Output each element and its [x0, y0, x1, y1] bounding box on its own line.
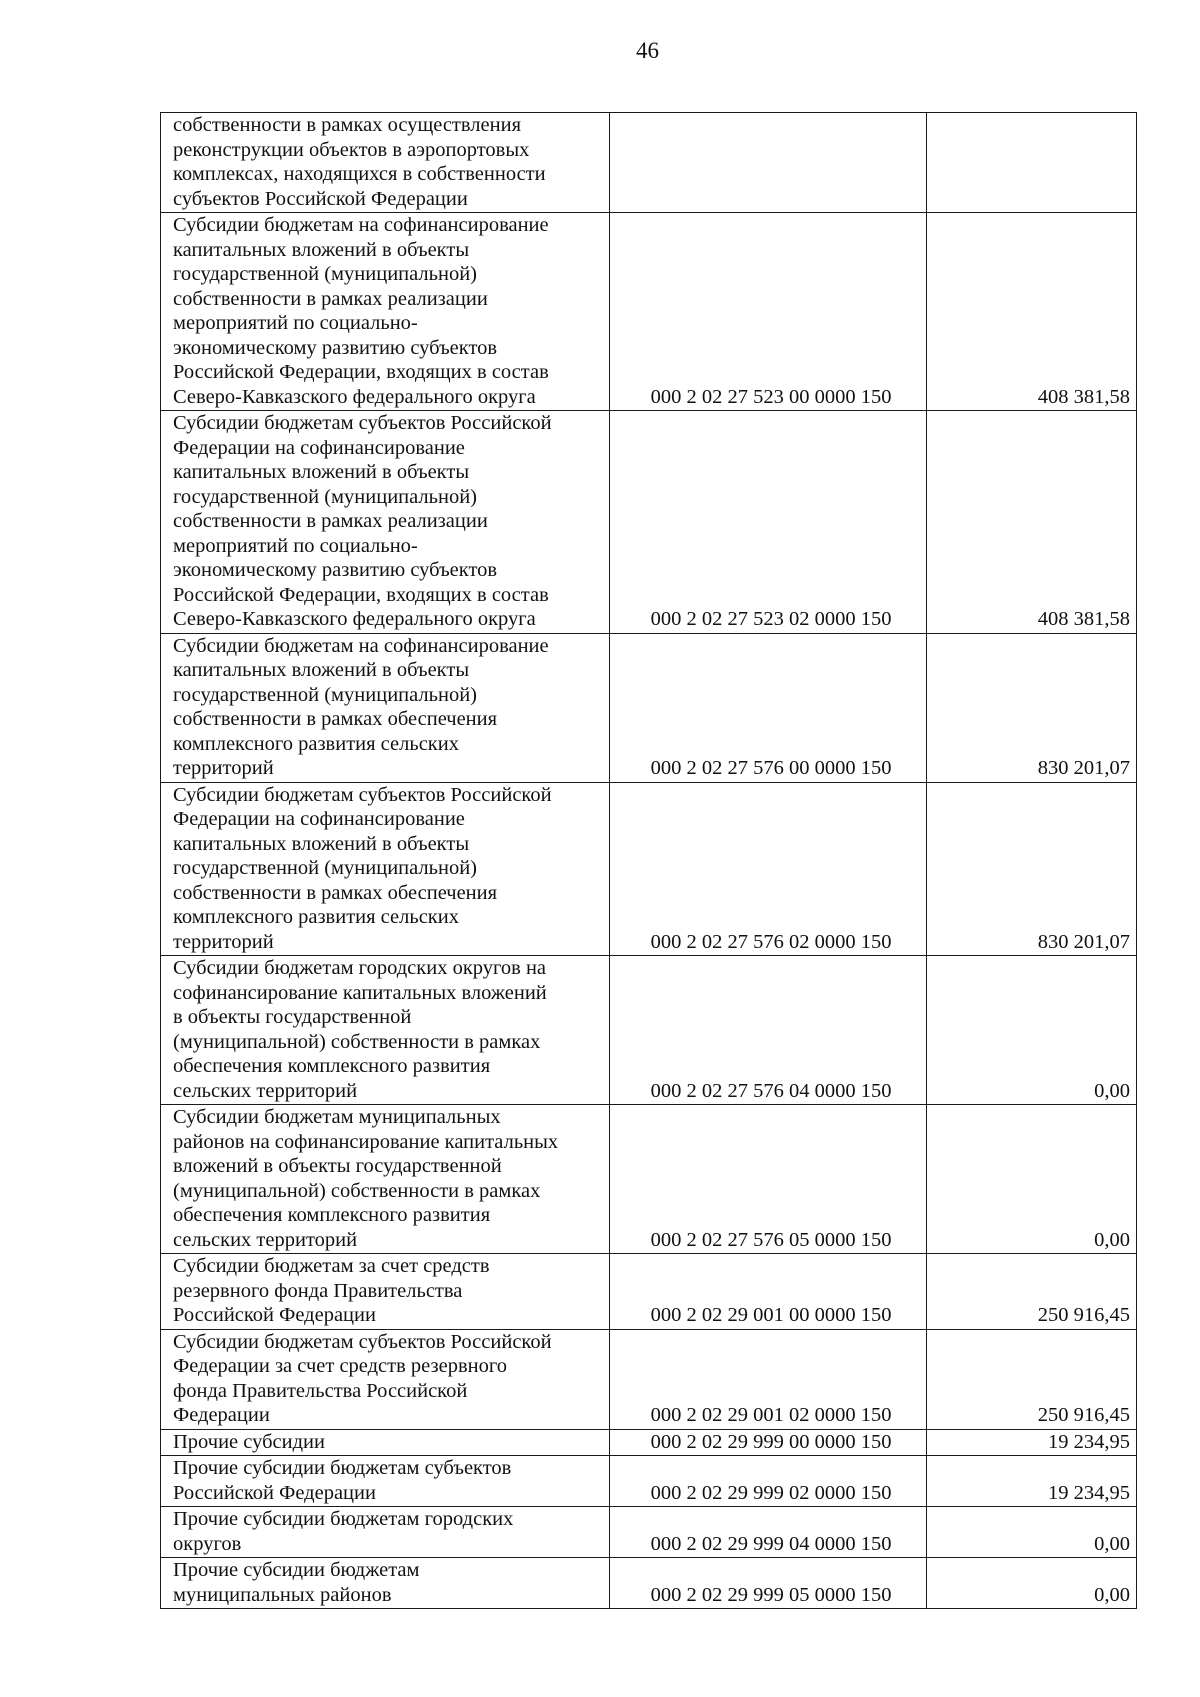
- row-amount: 830 201,07: [927, 633, 1137, 782]
- row-code: 000 2 02 29 999 00 0000 150: [610, 1429, 927, 1456]
- row-code: [610, 113, 927, 213]
- row-amount: 250 916,45: [927, 1254, 1137, 1330]
- row-amount: 408 381,58: [927, 213, 1137, 411]
- row-amount: 408 381,58: [927, 411, 1137, 634]
- table-row: [161, 1558, 1137, 1609]
- table-row: [161, 1105, 1137, 1254]
- table-row: [161, 782, 1137, 956]
- row-name: Субсидии бюджетам субъектов Российской Федерации на софинансирование капитальных вложений в объекты государственной (муниципальной) собственности в рамках реализации мероприятий по социально- экономическому развитию субъектов Российской Федерации, входящих в состав Северо-Кавказского федерального округа: [161, 411, 610, 634]
- row-name: собственности в рамках осуществления реконструкции объектов в аэропортовых комплексах, находящихся в собственности субъектов Российской Федерации: [161, 113, 610, 213]
- row-code: 000 2 02 29 999 05 0000 150: [610, 1558, 927, 1609]
- row-code: 000 2 02 27 523 00 0000 150: [610, 213, 927, 411]
- row-code: 000 2 02 27 576 02 0000 150: [610, 782, 927, 956]
- row-name: Субсидии бюджетам муниципальных районов на софинансирование капитальных вложений в объекты государственной (муниципальной) собственности в рамках обеспечения комплексного развития сельских территорий: [161, 1105, 610, 1254]
- row-code: 000 2 02 27 576 00 0000 150: [610, 633, 927, 782]
- row-amount: 0,00: [927, 1558, 1137, 1609]
- row-amount: 0,00: [927, 1105, 1137, 1254]
- row-amount: 0,00: [927, 1507, 1137, 1558]
- row-amount: 250 916,45: [927, 1329, 1137, 1429]
- row-code: 000 2 02 27 576 04 0000 150: [610, 956, 927, 1105]
- row-name: Прочие субсидии бюджетам муниципальных районов: [161, 1558, 610, 1609]
- row-amount: 0,00: [927, 956, 1137, 1105]
- row-code: 000 2 02 27 523 02 0000 150: [610, 411, 927, 634]
- row-name: Субсидии бюджетам субъектов Российской Федерации на софинансирование капитальных вложений в объекты государственной (муниципальной) собственности в рамках обеспечения комплексного развития сельских территорий: [161, 782, 610, 956]
- row-name: Субсидии бюджетам на софинансирование капитальных вложений в объекты государственной (муниципальной) собственности в рамках обеспечения комплексного развития сельских территорий: [161, 633, 610, 782]
- budget-table-body: [161, 113, 1137, 1609]
- row-amount: 19 234,95: [927, 1429, 1137, 1456]
- row-code: 000 2 02 29 999 04 0000 150: [610, 1507, 927, 1558]
- row-name: Прочие субсидии: [161, 1429, 610, 1456]
- row-name: Субсидии бюджетам городских округов на софинансирование капитальных вложений в объекты государственной (муниципальной) собственности в рамках обеспечения комплексного развития сельских территорий: [161, 956, 610, 1105]
- budget-table: [160, 112, 1137, 1609]
- row-name: Прочие субсидии бюджетам субъектов Российской Федерации: [161, 1456, 610, 1507]
- row-name: Прочие субсидии бюджетам городских округов: [161, 1507, 610, 1558]
- table-row: [161, 1507, 1137, 1558]
- row-code: 000 2 02 29 001 02 0000 150: [610, 1329, 927, 1429]
- table-row: [161, 1429, 1137, 1456]
- row-amount: 19 234,95: [927, 1456, 1137, 1507]
- table-row: [161, 633, 1137, 782]
- table-row: [161, 1456, 1137, 1507]
- table-row: [161, 956, 1137, 1105]
- page-number: 46: [636, 38, 659, 63]
- table-row: [161, 113, 1137, 213]
- row-code: 000 2 02 27 576 05 0000 150: [610, 1105, 927, 1254]
- row-code: 000 2 02 29 001 00 0000 150: [610, 1254, 927, 1330]
- table-row: [161, 213, 1137, 411]
- row-name: Субсидии бюджетам за счет средств резервного фонда Правительства Российской Федерации: [161, 1254, 610, 1330]
- table-row: [161, 1329, 1137, 1429]
- row-name: Субсидии бюджетам субъектов Российской Федерации за счет средств резервного фонда Правительства Российской Федерации: [161, 1329, 610, 1429]
- table-row: [161, 411, 1137, 634]
- row-name: Субсидии бюджетам на софинансирование капитальных вложений в объекты государственной (муниципальной) собственности в рамках реализации мероприятий по социально- экономическому развитию субъектов Российской Федерации, входящих в состав Северо-Кавказского федерального округа: [161, 213, 610, 411]
- row-code: 000 2 02 29 999 02 0000 150: [610, 1456, 927, 1507]
- table-row: [161, 1254, 1137, 1330]
- row-amount: 830 201,07: [927, 782, 1137, 956]
- row-amount: [927, 113, 1137, 213]
